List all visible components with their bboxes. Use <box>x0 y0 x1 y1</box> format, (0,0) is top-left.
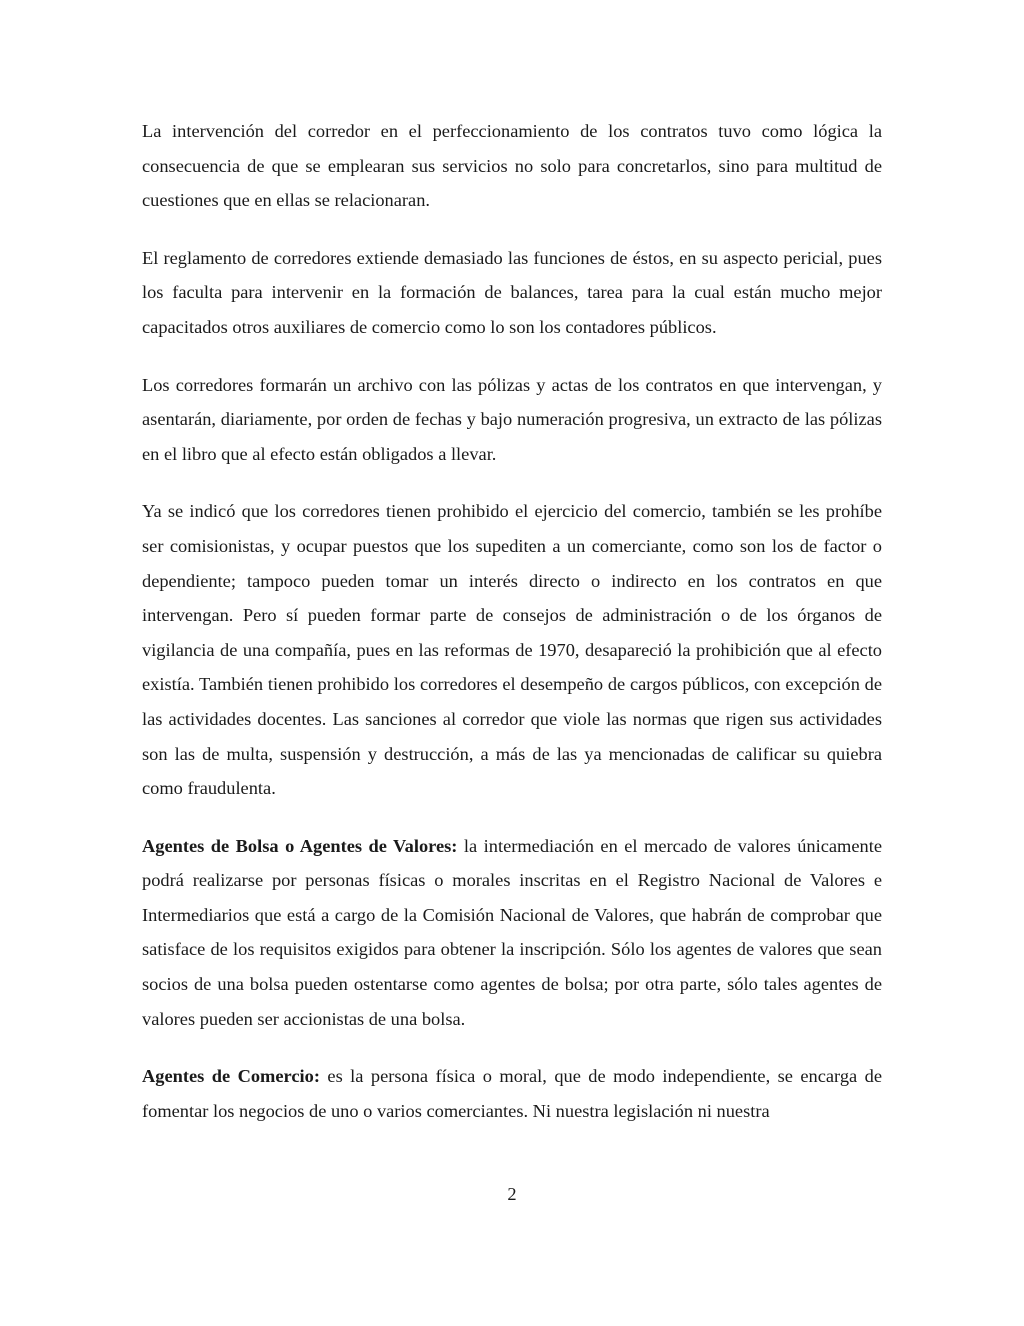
paragraph-1-text: La intervención del corredor en el perfeccionamiento de los contratos tuvo como lógica la consecuencia de que se emplearan sus servicios no solo para concretarlos, sino para multitud de cuestiones que en ellas se relacionaran. <box>142 121 882 211</box>
paragraph-4 <box>142 494 882 805</box>
paragraph-3-text: Los corredores formarán un archivo con las pólizas y actas de los contratos en que intervengan, y asentarán, diariamente, por orden de fechas y bajo numeración progresiva, un extracto de las pólizas en el libro que al efecto están obligados a llevar. <box>142 374 882 464</box>
paragraph-agentes-de-comercio <box>142 1059 882 1128</box>
paragraph-2-text: El reglamento de corredores extiende demasiado las funciones de éstos, en su aspecto pericial, pues los faculta para intervenir en la formación de balances, tarea para la cual están mucho mejor capacitados otros auxiliares de comercio como lo son los contadores públicos. <box>142 247 882 337</box>
paragraph-3 <box>142 368 882 472</box>
term-agentes-de-bolsa: Agentes de Bolsa o Agentes de Valores: <box>142 835 458 856</box>
paragraph-1 <box>142 114 882 218</box>
paragraph-2 <box>142 241 882 345</box>
paragraph-4-text: Ya se indicó que los corredores tienen prohibido el ejercicio del comercio, también se les prohíbe ser comisionistas, y ocupar puestos que los supediten a un comerciante, como son los de factor o dependiente; tampoco pueden tomar un interés directo o indirecto en los contratos en que intervengan. Pero sí pueden formar parte de consejos de administración o de los órganos de vigilancia de una compañía, pues en las reformas de 1970, desapareció la prohibición que al efecto existía. También tienen prohibido los corredores el desempeño de cargos públicos, con excepción de las actividades docentes. Las sanciones al corredor que viole las normas que rigen sus actividades son las de multa, suspensión y destrucción, a más de las ya mencionadas de calificar su quiebra como fraudulenta. <box>142 501 882 799</box>
term-agentes-de-comercio: Agentes de Comercio: <box>142 1066 320 1087</box>
paragraph-agentes-de-bolsa <box>142 829 882 1037</box>
paragraph-5-text: la intermediación en el mercado de valores únicamente podrá realizarse por personas físicas o morales inscritas en el Registro Nacional de Valores e Intermediarios que está a cargo de la Comisión Nacional de Valores, que habrán de comprobar que satisface de los requisitos exigidos para obtener la inscripción. Sólo los agentes de valores que sean socios de una bolsa pueden ostentarse como agentes de bolsa; por otra parte, sólo tales agentes de valores pueden ser accionistas de una bolsa. <box>142 835 882 1029</box>
document-body <box>142 114 882 1128</box>
paragraph-6-text: es la persona física o moral, que de modo independiente, se encarga de fomentar los negocios de uno o varios comerciantes. Ni nuestra legislación ni nuestra <box>142 1066 882 1121</box>
page-number: 2 <box>507 1184 517 1204</box>
